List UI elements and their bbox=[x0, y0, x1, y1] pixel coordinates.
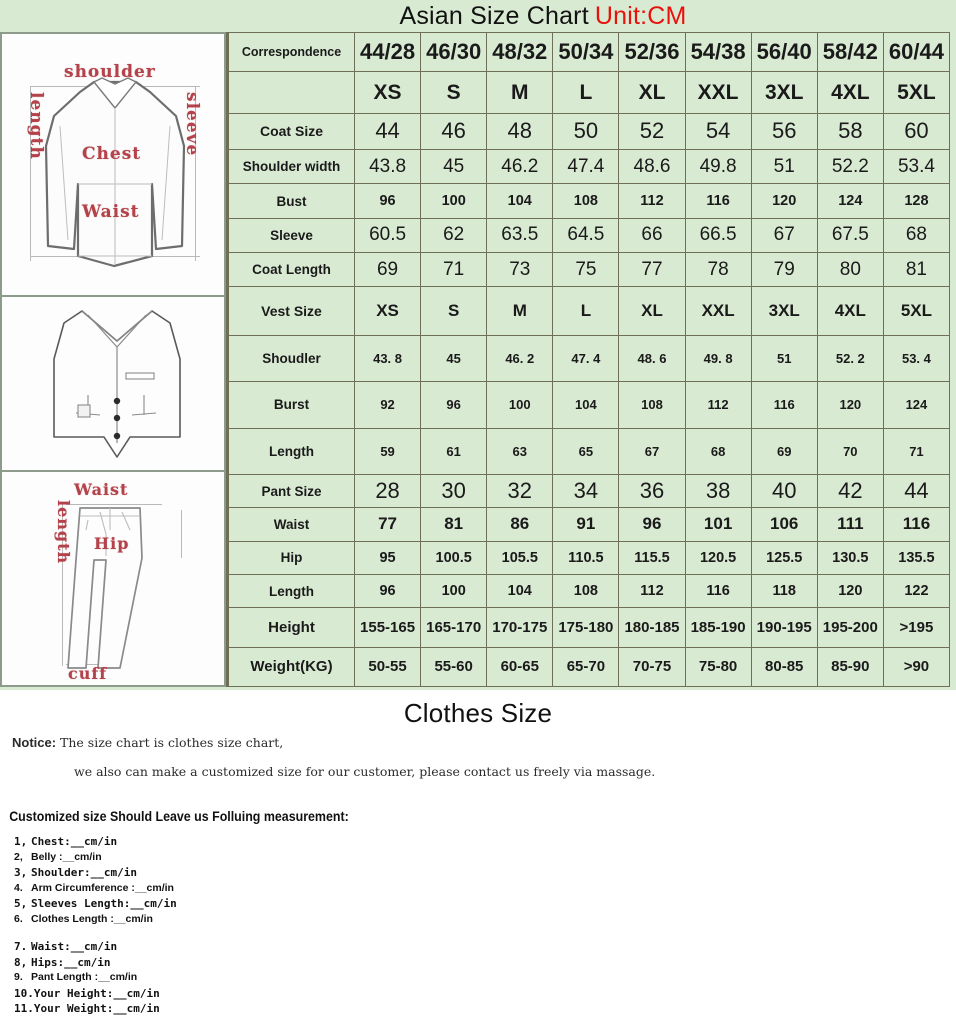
row-label-shoulder-width: Shoulder width bbox=[229, 150, 355, 184]
table-row-vest-size bbox=[229, 287, 950, 335]
cell: 48/32 bbox=[487, 33, 553, 72]
list-item bbox=[14, 865, 956, 881]
cell: 91 bbox=[553, 508, 619, 541]
cell: 53. 4 bbox=[883, 335, 949, 381]
cell: 115.5 bbox=[619, 541, 685, 574]
cell: 34 bbox=[553, 475, 619, 508]
cell: >195 bbox=[883, 608, 949, 647]
cell: 165-170 bbox=[421, 608, 487, 647]
row-label-shoudler: Shoudler bbox=[229, 335, 355, 381]
cell: 47.4 bbox=[553, 150, 619, 184]
row-label-weight: Weight(KG) bbox=[229, 647, 355, 686]
cell: 49.8 bbox=[685, 150, 751, 184]
list-item-label: Your Weight:__cm/in bbox=[33, 1002, 160, 1015]
cell: 130.5 bbox=[817, 541, 883, 574]
cell: 5XL bbox=[883, 72, 949, 113]
cell: 50/34 bbox=[553, 33, 619, 72]
table-row-vest-length bbox=[229, 428, 950, 474]
list-item-label: Pant Length :__cm/in bbox=[31, 971, 138, 983]
list-item-label: Shoulder:__cm/in bbox=[31, 866, 137, 879]
table-row-weight bbox=[229, 647, 950, 686]
cell: 46. 2 bbox=[487, 335, 553, 381]
cell: 46.2 bbox=[487, 150, 553, 184]
cell: 85-90 bbox=[817, 647, 883, 686]
cell: 67 bbox=[751, 218, 817, 252]
cell: 155-165 bbox=[355, 608, 421, 647]
row-label-vest-size: Vest Size bbox=[229, 287, 355, 335]
cell: 52.2 bbox=[817, 150, 883, 184]
notice-line-2: we also can make a customized size for our customer, please contact us freely via massage. bbox=[74, 764, 656, 779]
cell: 116 bbox=[751, 382, 817, 428]
cell: 28 bbox=[355, 475, 421, 508]
cell: 30 bbox=[421, 475, 487, 508]
list-item-label: Arm Circumference :__cm/in bbox=[31, 881, 174, 894]
list-item bbox=[14, 986, 956, 1002]
cell: 49. 8 bbox=[685, 335, 751, 381]
chart-body bbox=[0, 32, 950, 687]
measurement-list bbox=[0, 834, 956, 1017]
cell: 65-70 bbox=[553, 647, 619, 686]
list-item-number: 5, bbox=[14, 897, 28, 910]
pant-label-hip: Hip bbox=[94, 534, 130, 553]
cell: 43. 8 bbox=[355, 335, 421, 381]
cell: 118 bbox=[751, 574, 817, 607]
row-label-pant-length: Length bbox=[229, 574, 355, 607]
list-item-number: 9. bbox=[14, 971, 23, 983]
row-label-coat-length: Coat Length bbox=[229, 253, 355, 287]
list-item-number: 6. bbox=[14, 912, 23, 925]
vest-diagram-cell bbox=[0, 297, 226, 472]
cell: 52. 2 bbox=[817, 335, 883, 381]
cell: 44/28 bbox=[355, 33, 421, 72]
cell: L bbox=[553, 287, 619, 335]
cell: 108 bbox=[619, 382, 685, 428]
list-item bbox=[14, 834, 956, 850]
cell: 3XL bbox=[751, 287, 817, 335]
notice-label: Notice: bbox=[12, 735, 57, 750]
row-label-pant-size: Pant Size bbox=[229, 475, 355, 508]
cell: 100 bbox=[421, 184, 487, 218]
cell: 185-190 bbox=[685, 608, 751, 647]
row-label-sleeve: Sleeve bbox=[229, 218, 355, 252]
cell: 46 bbox=[421, 113, 487, 149]
list-item-label: Belly :__cm/in bbox=[31, 850, 102, 863]
cell: 96 bbox=[355, 184, 421, 218]
cell: S bbox=[421, 287, 487, 335]
cell: 3XL bbox=[751, 72, 817, 113]
list-item bbox=[14, 1001, 956, 1017]
table-row-hip bbox=[229, 541, 950, 574]
cell: 54/38 bbox=[685, 33, 751, 72]
table-row-burst bbox=[229, 382, 950, 428]
list-item-number: 1, bbox=[14, 835, 28, 848]
cell: 120.5 bbox=[685, 541, 751, 574]
cell: 66 bbox=[619, 218, 685, 252]
cell: 125.5 bbox=[751, 541, 817, 574]
list-item-number: 10. bbox=[14, 986, 34, 1000]
list-item-label: Hips:__cm/in bbox=[31, 955, 111, 969]
cell: 124 bbox=[817, 184, 883, 218]
list-item bbox=[14, 912, 956, 928]
table-row-sleeve bbox=[229, 218, 950, 252]
cell: 63.5 bbox=[487, 218, 553, 252]
row-label-coat-size: Coat Size bbox=[229, 113, 355, 149]
cell: M bbox=[487, 72, 553, 113]
cell: 62 bbox=[421, 218, 487, 252]
table-row-coat-length bbox=[229, 253, 950, 287]
cell: 128 bbox=[883, 184, 949, 218]
row-label-blank bbox=[229, 72, 355, 113]
list-item-number: 2, bbox=[14, 850, 23, 863]
cell: 67 bbox=[619, 428, 685, 474]
table-row-shoudler bbox=[229, 335, 950, 381]
cell: 106 bbox=[751, 508, 817, 541]
cell: 124 bbox=[883, 382, 949, 428]
notice-text-1: The size chart is clothes size chart, bbox=[60, 735, 284, 750]
row-label-burst: Burst bbox=[229, 382, 355, 428]
cell: 48. 6 bbox=[619, 335, 685, 381]
cell: 60 bbox=[883, 113, 949, 149]
list-item-number: 7. bbox=[14, 940, 28, 953]
cell: L bbox=[553, 72, 619, 113]
size-table bbox=[228, 32, 950, 687]
cell: 43.8 bbox=[355, 150, 421, 184]
list-item-label: Sleeves Length:__cm/in bbox=[31, 897, 177, 910]
cell: 75 bbox=[553, 253, 619, 287]
row-label-height: Height bbox=[229, 608, 355, 647]
bottom-text-block bbox=[0, 690, 956, 1017]
list-item bbox=[14, 850, 956, 866]
cell: 116 bbox=[685, 574, 751, 607]
cell: 105.5 bbox=[487, 541, 553, 574]
cell: 92 bbox=[355, 382, 421, 428]
cell: 60-65 bbox=[487, 647, 553, 686]
cell: 47. 4 bbox=[553, 335, 619, 381]
cell: 69 bbox=[751, 428, 817, 474]
cell: 4XL bbox=[817, 72, 883, 113]
cell: 61 bbox=[421, 428, 487, 474]
cell: 122 bbox=[883, 574, 949, 607]
cell: 190-195 bbox=[751, 608, 817, 647]
coat-diagram-cell bbox=[0, 32, 226, 297]
pant-label-waist: Waist bbox=[74, 480, 129, 499]
cell: 108 bbox=[553, 184, 619, 218]
list-item-number: 11. bbox=[14, 1002, 34, 1015]
cell: 79 bbox=[751, 253, 817, 287]
cell: 51 bbox=[751, 335, 817, 381]
cell: 60/44 bbox=[883, 33, 949, 72]
cell: 56 bbox=[751, 113, 817, 149]
cell: 75-80 bbox=[685, 647, 751, 686]
row-label-bust: Bust bbox=[229, 184, 355, 218]
notice-block bbox=[0, 735, 956, 779]
cell: 64.5 bbox=[553, 218, 619, 252]
cell: 80-85 bbox=[751, 647, 817, 686]
cell: 100.5 bbox=[421, 541, 487, 574]
cell: 58 bbox=[817, 113, 883, 149]
cell: 175-180 bbox=[553, 608, 619, 647]
cell: 120 bbox=[817, 574, 883, 607]
table-row-shoulder-width bbox=[229, 150, 950, 184]
list-item bbox=[14, 955, 956, 971]
cell: 48 bbox=[487, 113, 553, 149]
list-item bbox=[14, 881, 956, 897]
cell: 56/40 bbox=[751, 33, 817, 72]
cell: 81 bbox=[883, 253, 949, 287]
cell: 59 bbox=[355, 428, 421, 474]
cell: 55-60 bbox=[421, 647, 487, 686]
cell: XL bbox=[619, 72, 685, 113]
cell: 101 bbox=[685, 508, 751, 541]
cell: 44 bbox=[883, 475, 949, 508]
cell: S bbox=[421, 72, 487, 113]
coat-label-waist: Waist bbox=[82, 202, 140, 222]
cell: 44 bbox=[355, 113, 421, 149]
cell: 108 bbox=[553, 574, 619, 607]
cell: 112 bbox=[685, 382, 751, 428]
chart-unit-text: Unit:CM bbox=[594, 2, 687, 30]
cell: 5XL bbox=[883, 287, 949, 335]
cell: XS bbox=[355, 72, 421, 113]
row-label-hip: Hip bbox=[229, 541, 355, 574]
cell: 68 bbox=[685, 428, 751, 474]
cell: 170-175 bbox=[487, 608, 553, 647]
table-row-height bbox=[229, 608, 950, 647]
cell: 63 bbox=[487, 428, 553, 474]
cell: 100 bbox=[487, 382, 553, 428]
cell: 86 bbox=[487, 508, 553, 541]
notice-line-1 bbox=[12, 735, 956, 750]
cell: 45 bbox=[421, 335, 487, 381]
cell: M bbox=[487, 287, 553, 335]
cell: 71 bbox=[421, 253, 487, 287]
cell: XXL bbox=[685, 72, 751, 113]
cell: 112 bbox=[619, 574, 685, 607]
list-item-number: 4. bbox=[14, 881, 23, 894]
cell: 104 bbox=[553, 382, 619, 428]
coat-label-chest: Chest bbox=[82, 144, 142, 164]
chart-title bbox=[0, 0, 956, 32]
coat-label-length: length bbox=[26, 92, 46, 160]
cell: 58/42 bbox=[817, 33, 883, 72]
cell: 180-185 bbox=[619, 608, 685, 647]
cell: 51 bbox=[751, 150, 817, 184]
row-label-correspondence: Correspondence bbox=[229, 33, 355, 72]
cell: 96 bbox=[355, 574, 421, 607]
cell: 104 bbox=[487, 184, 553, 218]
cell: 96 bbox=[421, 382, 487, 428]
cell: 112 bbox=[619, 184, 685, 218]
cell: 60.5 bbox=[355, 218, 421, 252]
cell: 42 bbox=[817, 475, 883, 508]
row-label-waist: Waist bbox=[229, 508, 355, 541]
cell: 195-200 bbox=[817, 608, 883, 647]
cell: 38 bbox=[685, 475, 751, 508]
table-row-pant-size bbox=[229, 475, 950, 508]
cell: XXL bbox=[685, 287, 751, 335]
cell: 71 bbox=[883, 428, 949, 474]
cell: 77 bbox=[619, 253, 685, 287]
cell: 46/30 bbox=[421, 33, 487, 72]
cell: 36 bbox=[619, 475, 685, 508]
cell: 96 bbox=[619, 508, 685, 541]
cell: 70-75 bbox=[619, 647, 685, 686]
cell: 4XL bbox=[817, 287, 883, 335]
cell: 104 bbox=[487, 574, 553, 607]
list-item bbox=[14, 939, 956, 955]
cell: 73 bbox=[487, 253, 553, 287]
pant-diagram-cell bbox=[0, 472, 226, 687]
row-label-vest-length: Length bbox=[229, 428, 355, 474]
cell: XL bbox=[619, 287, 685, 335]
cell: 65 bbox=[553, 428, 619, 474]
cell: 50 bbox=[553, 113, 619, 149]
customized-heading: Customized size Should Leave us Folluing measurement: bbox=[9, 809, 349, 824]
list-item-label: Your Height:__cm/in bbox=[33, 986, 160, 1000]
pant-label-length: length bbox=[54, 500, 73, 565]
cell: 100 bbox=[421, 574, 487, 607]
table-row-pant-length bbox=[229, 574, 950, 607]
cell: XS bbox=[355, 287, 421, 335]
cell: 53.4 bbox=[883, 150, 949, 184]
pant-label-cuff: cuff bbox=[68, 664, 108, 683]
cell: 69 bbox=[355, 253, 421, 287]
cell: 52/36 bbox=[619, 33, 685, 72]
coat-label-shoulder: shoulder bbox=[64, 62, 156, 82]
cell: 116 bbox=[685, 184, 751, 218]
list-item-number: 3, bbox=[14, 866, 28, 879]
coat-label-sleeve: sleeve bbox=[182, 92, 202, 157]
cell: 68 bbox=[883, 218, 949, 252]
cell: 48.6 bbox=[619, 150, 685, 184]
list-item-number: 8, bbox=[14, 955, 28, 969]
list-item bbox=[14, 970, 956, 986]
chart-title-text: Asian Size Chart bbox=[399, 2, 589, 30]
cell: 95 bbox=[355, 541, 421, 574]
cell: 116 bbox=[883, 508, 949, 541]
cell: 77 bbox=[355, 508, 421, 541]
cell: 45 bbox=[421, 150, 487, 184]
cell: 52 bbox=[619, 113, 685, 149]
vest-illustration-svg bbox=[4, 297, 226, 472]
list-item-label: Waist:__cm/in bbox=[31, 940, 118, 953]
cell: 81 bbox=[421, 508, 487, 541]
cell: 32 bbox=[487, 475, 553, 508]
table-row-letter-size bbox=[229, 72, 950, 113]
cell: 135.5 bbox=[883, 541, 949, 574]
cell: 78 bbox=[685, 253, 751, 287]
list-item bbox=[14, 896, 956, 912]
cell: >90 bbox=[883, 647, 949, 686]
table-row-coat-size bbox=[229, 113, 950, 149]
cell: 50-55 bbox=[355, 647, 421, 686]
cell: 120 bbox=[817, 382, 883, 428]
table-row-bust bbox=[229, 184, 950, 218]
table-row-correspondence bbox=[229, 33, 950, 72]
cell: 70 bbox=[817, 428, 883, 474]
cell: 111 bbox=[817, 508, 883, 541]
cell: 66.5 bbox=[685, 218, 751, 252]
cell: 40 bbox=[751, 475, 817, 508]
pant-illustration-svg bbox=[2, 472, 226, 687]
cell: 110.5 bbox=[553, 541, 619, 574]
list-item-label: Clothes Length :__cm/in bbox=[31, 912, 153, 925]
table-row-waist bbox=[229, 508, 950, 541]
cell: 67.5 bbox=[817, 218, 883, 252]
illustration-column bbox=[0, 32, 228, 687]
cell: 80 bbox=[817, 253, 883, 287]
cell: 120 bbox=[751, 184, 817, 218]
cell: 54 bbox=[685, 113, 751, 149]
list-item-label: Chest:__cm/in bbox=[31, 835, 118, 848]
clothes-size-title: Clothes Size bbox=[403, 698, 553, 728]
